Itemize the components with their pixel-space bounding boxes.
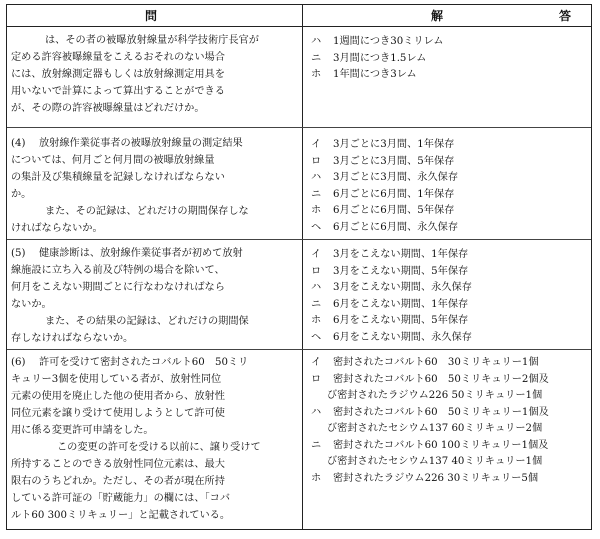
question-line: この変更の許可を受ける以前に、譲り受けて [57,442,261,453]
answer-options [311,137,591,236]
question-line: また、その結果の記録は、どれだけの期間保 [45,316,249,327]
question-5 [11,245,298,347]
question-line: キュリー3個を使用している者が、放射性同位 [11,374,222,385]
question-line: ければならないか。 [11,223,103,234]
answer-option: ホ 6月ごとに6月間、5年保存 [311,205,455,216]
answer-option: ニ 密封されたコバルト60 100ミリキュリー1個及 [311,439,549,451]
question-line: 用に係る変更許可申請をした。 [11,425,154,436]
question-header: 問 [145,9,158,23]
answer-option-continued: び密封されたセシウム137 40ミリキュリー1個 [327,456,543,467]
question-line: 健康診断は、放射線作業従事者が初めて放射 [39,248,243,259]
answer-option: ホ 密封されたラジウム226 30ミリキュリー5個 [311,472,539,484]
answer-header-2: 答 [559,9,572,23]
answer-option: ホ 6月をこえない期間、5年保存 [311,315,469,326]
answer-option: ニ 3月間につき1.5レム [311,52,427,64]
answer-option: ハ 3月をこえない期間、永久保存 [311,282,472,293]
answer-options [311,355,591,487]
answer-option: ニ 6月ごとに6月間、1年保存 [311,188,455,200]
table-header [7,5,591,27]
question-6 [11,354,298,524]
question-number: (6) [11,357,26,368]
answer-option: ロ 3月ごとに3月間、5年保存 [311,155,455,167]
question-number: (5) [11,248,26,259]
question-line: については、何月ごと何月間の被曝放射線量 [11,155,215,166]
answer-header-1: 解 [431,9,444,23]
question-continued [11,32,298,117]
answer-option: ロ 密封されたコバルト60 50ミリキュリー2個及 [311,373,549,385]
question-line: 放射線作業従事者の被曝放射線量の測定結果 [39,138,243,149]
answer-option: ハ 密封されたコバルト60 50ミリキュリー1個及 [311,406,549,418]
answer-option: ホ 1年間につき3レム [311,69,417,80]
question-line: している許可証の「貯蔵能力」の欄には、「コバ [11,493,231,504]
question-line: 許可を受けて密封されたコバルト60 50ミリ [39,357,249,368]
question-line: 元素の使用を廃止した他の使用者から、放射性 [11,391,225,402]
answer-option: ハ 3月ごとに3月間、永久保存 [311,172,459,183]
answer-option-continued: び密封されたセシウム137 60ミリキュリー2個 [327,423,543,434]
row-divider [7,127,591,128]
row-divider [7,239,591,240]
exam-table [6,4,592,530]
answer-option: ヘ 6月をこえない期間、永久保存 [311,331,472,343]
question-line: 定める許容被曝線量をこえるおそれのない場合 [11,52,225,63]
question-line: ないか。 [11,299,52,310]
question-number: (4) [11,138,26,149]
column-divider [302,5,303,529]
question-line: 用いないで計算によって算出することができる [11,86,225,97]
question-line: は、その者の被曝放射線量が科学技術庁長官が [45,35,259,46]
answer-option: イ 3月ごとに3月間、1年保存 [311,139,455,150]
question-line: 同位元素を譲り受けて使用しようとして許可使 [11,408,225,419]
answer-option: ロ 3月をこえない期間、5年保存 [311,265,469,277]
answer-option-continued: び密封されたラジウム226 50ミリキュリー1個 [327,390,543,401]
answer-option: ヘ 6月ごとに6月間、永久保存 [311,221,459,233]
question-line: の集計及び集積線量を記録しなければならない [11,172,225,183]
question-4 [11,135,298,237]
question-line: 線施設に立ち入る前及び特例の場合を除いて、 [11,265,225,276]
question-line: には、放射線測定器もしくは放射線測定用具を [11,69,225,80]
answer-options [311,247,591,346]
row-divider [7,349,591,350]
question-line: また、その記録は、どれだけの期間保存しな [45,206,249,217]
answer-option: イ 密封されたコバルト60 30ミリキュリー1個 [311,357,539,368]
question-line: 所持することのできる放射性同位元素は、最大 [11,459,225,470]
answer-option: ハ 1週間につき30ミリレム [311,36,444,47]
question-line: が、その際の許容被曝線量はどれだけか。 [11,103,205,114]
question-line: 存しなければならないか。 [11,333,134,344]
question-line: か。 [11,189,32,200]
question-line: 何月をこえない期間ごとに行なわなければなら [11,282,225,293]
answer-option: イ 3月をこえない期間、1年保存 [311,249,469,260]
question-line: 限右のうちどれか。ただし、その者が現在所持 [11,476,225,487]
question-line: ルト60 300ミリキュリー」と記載されている。 [11,510,231,521]
answer-option: ニ 6月をこえない期間、1年保存 [311,298,469,310]
answer-options [311,34,591,84]
